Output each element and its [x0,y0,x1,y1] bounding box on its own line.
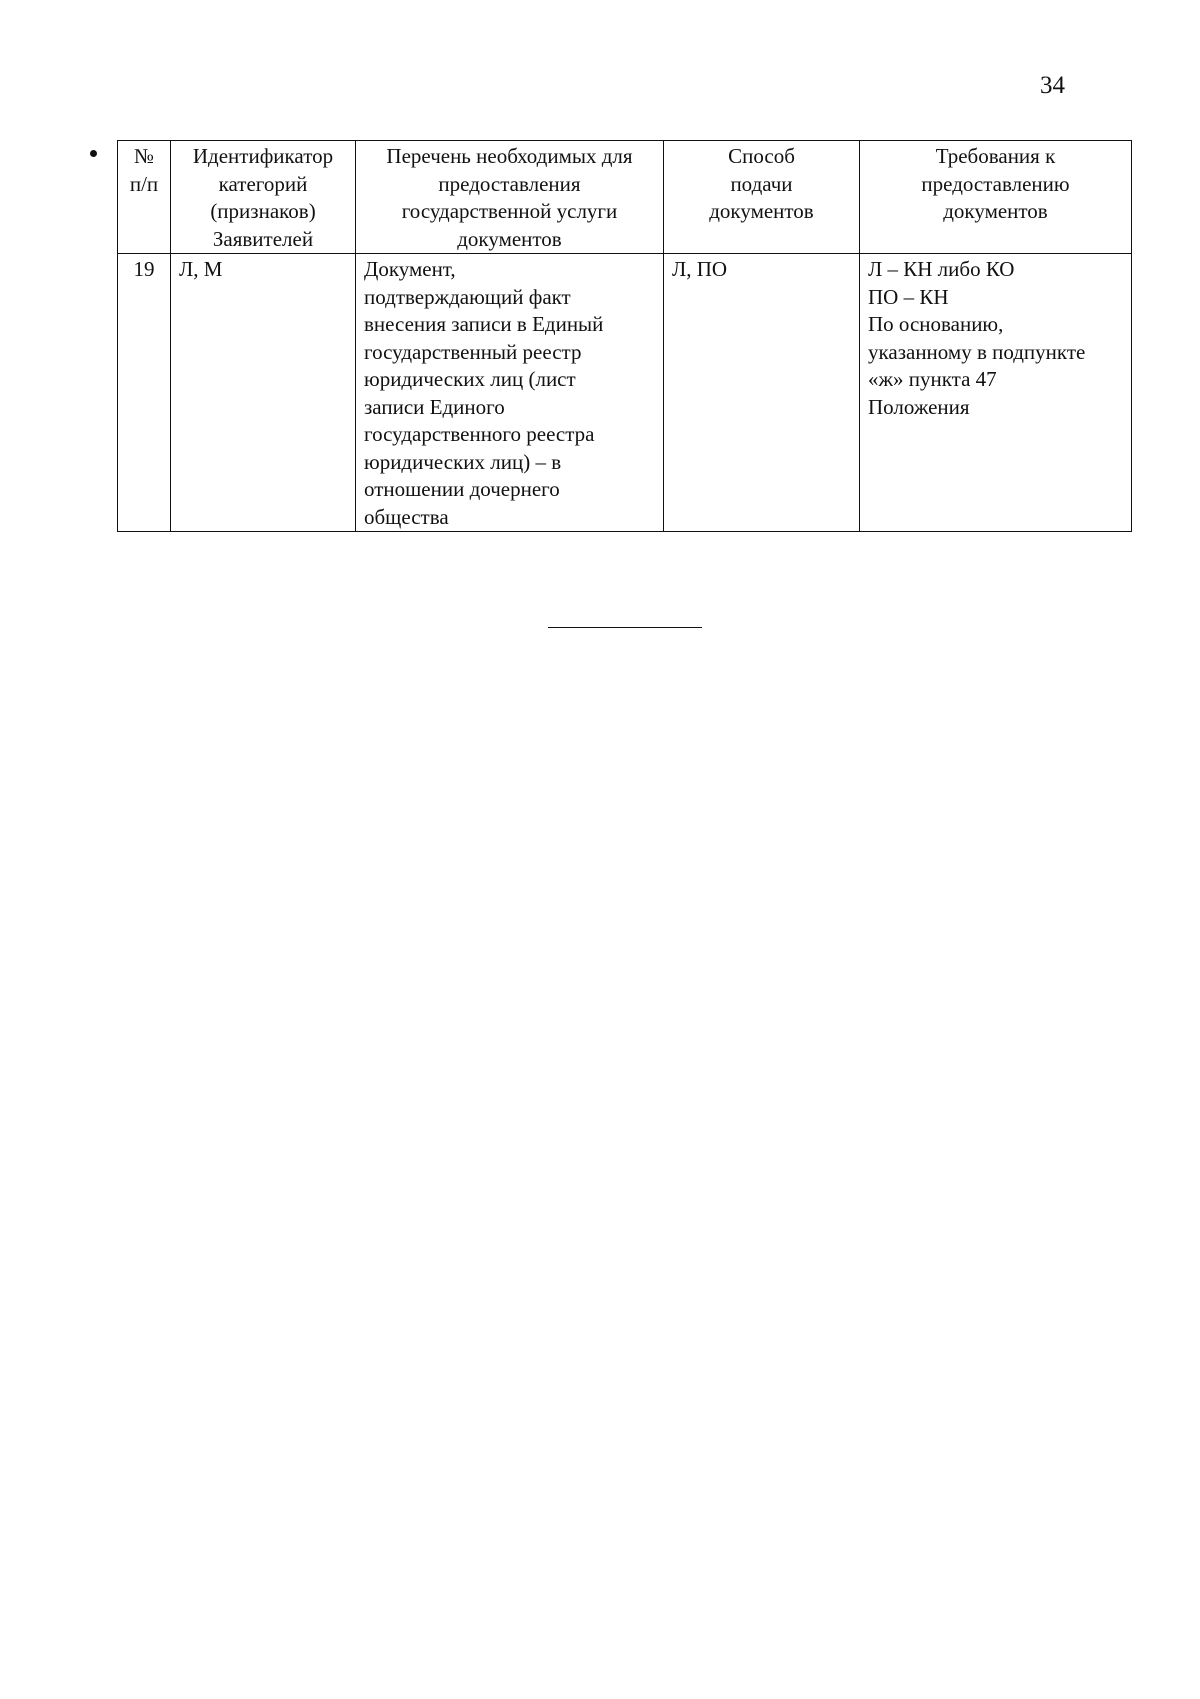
table-row [118,254,1132,532]
cell-document: Документ, подтверждающий факт внесения записи в Единый государственный реестр юридических лиц (лист записи Единого государственного реестра юридических лиц) – в отношении дочернего общества [356,254,664,532]
page-number: 34 [1040,72,1065,99]
end-of-document-line [548,627,702,628]
header-document-list: Перечень необходимых для предоставления государственной услуги документов [356,141,664,254]
header-submission-method: Способ подачи документов [664,141,860,254]
bullet-mark [90,150,97,157]
header-applicant-identifier: Идентификатор категорий (признаков) Заявителей [171,141,356,254]
table-body [118,254,1132,532]
header-number: № п/п [118,141,171,254]
cell-submission-method: Л, ПО [664,254,860,532]
cell-requirements: Л – КН либо КО ПО – КН По основанию, указанному в подпункте «ж» пункта 47 Положения [860,254,1132,532]
table-header-row [118,141,1132,254]
documents-table [117,140,1132,532]
cell-number: 19 [118,254,171,532]
table-header [118,141,1132,254]
header-requirements: Требования к предоставлению документов [860,141,1132,254]
cell-applicant-identifier: Л, М [171,254,356,532]
